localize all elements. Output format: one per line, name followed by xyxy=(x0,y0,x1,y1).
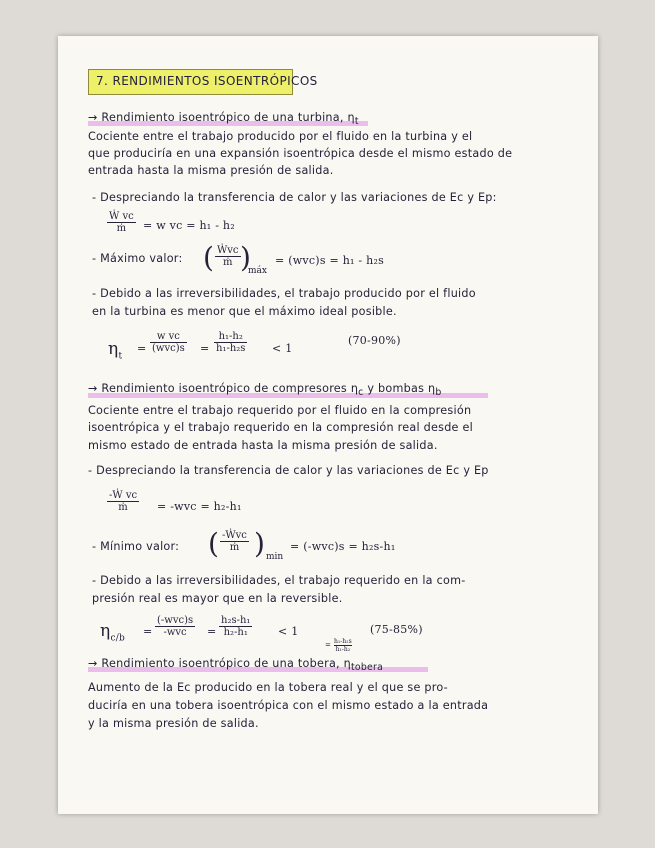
aside-equals: = xyxy=(325,641,332,649)
fraction-numerator: -Ẇvc xyxy=(222,530,247,541)
heading-text-bombas: y bombas η xyxy=(367,382,436,395)
bullet-text: - Despreciando la transferencia de calor y las variaciones de Ec y Ep: xyxy=(92,191,497,204)
fraction-neg-wvc-over-m-min xyxy=(220,530,249,553)
heading-text: → Rendimiento isoentrópico de una tobera, η xyxy=(88,657,352,670)
paragraph-line: duciría en una tobera isoentrópica con el mismo estado a la entrada xyxy=(88,699,489,712)
eta-subscript: t xyxy=(118,351,123,362)
equation-text: = (-wvc)s = h₂s-h₁ xyxy=(290,540,396,553)
equation-text: = (wvc)s = h₁ - h₂s xyxy=(275,254,385,267)
heading-subscript: tobera xyxy=(351,662,384,674)
paragraph-line: y la misma presión de salida. xyxy=(88,717,259,730)
paragraph-line: mismo estado de entrada hasta la misma presión de salida. xyxy=(88,439,438,452)
fraction-numerator: Ẇ vc xyxy=(109,211,134,222)
open-paren: ( xyxy=(208,527,219,560)
page-title: 7. RENDIMIENTOS ISOENTRÓPICOS xyxy=(96,74,318,88)
close-paren: ) xyxy=(254,527,265,560)
fraction-neg-wvc-over-m xyxy=(107,490,139,513)
efficiency-range: (70-90%) xyxy=(348,334,401,347)
subscript-min: min xyxy=(266,552,284,562)
paragraph-line: Cociente entre el trabajo producido por el fluido en la turbina y el xyxy=(88,130,473,143)
paragraph-line: que produciría en una expansión isoentrópica desde el mismo estado de xyxy=(88,147,513,160)
efficiency-symbol xyxy=(108,339,122,361)
heading-subscript-c: c xyxy=(358,387,364,399)
paragraph-line: - Debido a las irreversibilidades, el trabajo producido por el fluido xyxy=(92,287,476,300)
section-heading-compressor xyxy=(88,382,442,398)
fraction-wvc-over-m-max xyxy=(215,245,241,268)
fraction-denominator: h₂-h₁ xyxy=(223,627,248,638)
bullet-text: - Máximo valor: xyxy=(92,252,183,265)
efficiency-symbol xyxy=(100,621,125,643)
fraction-enthalpy-ratio xyxy=(214,331,247,354)
eta-subscript: c/b xyxy=(110,633,126,644)
open-paren: ( xyxy=(203,241,214,274)
fraction-denominator: ṁ xyxy=(116,223,127,234)
fraction-numerator: h₁-h₂ xyxy=(214,331,247,343)
bullet-text: - Despreciando la transferencia de calor y las variaciones de Ec y Ep xyxy=(88,464,489,477)
inequality-text: < 1 xyxy=(278,625,299,638)
fraction-wvc-ratio xyxy=(150,331,187,354)
equation-text: = -wvc = h₂-h₁ xyxy=(157,500,242,513)
paragraph-line: Aumento de la Ec producido en la tobera real y el que se pro- xyxy=(88,681,448,694)
paragraph-line: isoentrópica y el trabajo requerido en la compresión real desde el xyxy=(88,421,473,434)
equals-sign: = xyxy=(207,625,217,638)
fraction-denominator: ṁ xyxy=(118,502,128,513)
section-heading-turbine xyxy=(88,111,359,127)
paragraph-line: presión real es mayor que en la reversible. xyxy=(92,592,343,605)
paragraph-line: - Debido a las irreversibilidades, el trabajo requerido en la com- xyxy=(92,574,466,587)
aside-denominator: h₁-h₂ xyxy=(335,646,351,653)
fraction-numerator: w vc xyxy=(150,331,187,343)
fraction-denominator: (wvc)s xyxy=(152,343,185,354)
inequality-text: < 1 xyxy=(272,342,293,355)
fraction-denominator: ṁ xyxy=(229,542,240,553)
section-heading-nozzle xyxy=(88,657,383,673)
fraction-numerator: -Ẇ vc xyxy=(109,490,138,501)
fraction-numerator: (-wvc)s xyxy=(157,615,194,626)
heading-text: → Rendimiento isoentrópico de una turbina, η xyxy=(88,111,355,124)
eta-letter: η xyxy=(100,621,111,641)
equals-sign: = xyxy=(137,342,147,355)
bullet-text: - Mínimo valor: xyxy=(92,540,180,553)
fraction-wvc-over-m xyxy=(107,211,136,234)
subscript-max: máx xyxy=(248,266,267,276)
fraction-numerator: Ẇvc xyxy=(217,245,239,256)
paragraph-line: en la turbina es menor que el máximo ideal posible. xyxy=(92,305,397,318)
fraction-wvc-ratio xyxy=(155,615,195,638)
eta-letter: η xyxy=(108,339,119,359)
fraction-denominator: -wvc xyxy=(163,627,187,638)
heading-subscript-b: b xyxy=(435,387,442,399)
heading-text: → Rendimiento isoentrópico de compresores η xyxy=(88,382,359,395)
aside-fraction xyxy=(334,638,352,653)
aside-numerator: h₁-h₂s xyxy=(334,638,352,645)
efficiency-range: (75-85%) xyxy=(370,623,423,636)
fraction-denominator: h₁-h₂s xyxy=(216,343,246,354)
fraction-numerator: h₂s-h₁ xyxy=(221,615,251,626)
close-paren: ) xyxy=(240,241,251,274)
heading-subscript: t xyxy=(354,116,359,128)
equation-text: = w vc = h₁ - h₂ xyxy=(143,219,235,232)
equals-sign: = xyxy=(200,342,210,355)
paragraph-line: Cociente entre el trabajo requerido por el fluido en la compresión xyxy=(88,404,472,417)
paragraph-line: entrada hasta la misma presión de salida. xyxy=(88,164,334,177)
equals-sign: = xyxy=(143,625,153,638)
fraction-denominator: ṁ xyxy=(223,257,233,268)
fraction-enthalpy-ratio xyxy=(219,615,252,638)
